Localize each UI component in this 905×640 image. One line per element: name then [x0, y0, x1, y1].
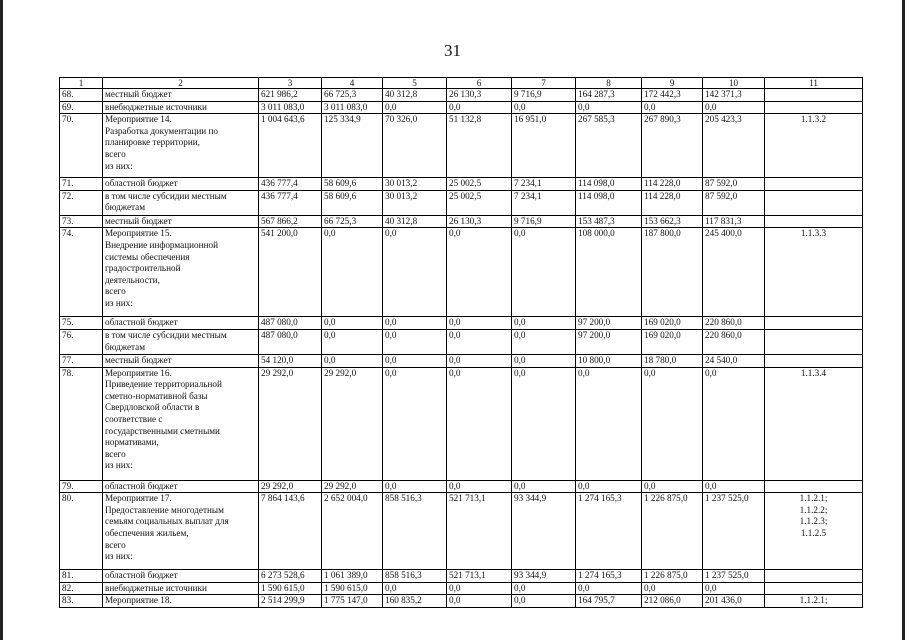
item-description-cell — [103, 354, 259, 367]
table-row — [60, 329, 863, 354]
table-row — [60, 215, 863, 228]
column-header-cell: 10 — [703, 78, 765, 89]
row-number-cell: 81. — [60, 570, 103, 583]
description-line: Разработка документации по — [105, 125, 218, 136]
amount-cell: 187 800,0 — [642, 228, 703, 317]
amount-cell: 6 273 528,6 — [259, 570, 322, 583]
column-header-cell: 7 — [512, 78, 576, 89]
amount-cell: 0,0 — [642, 582, 703, 595]
item-description-cell — [103, 114, 259, 178]
amount-cell: 164 795,7 — [576, 595, 642, 608]
item-description-cell — [103, 480, 259, 493]
amount-cell: 125 334,9 — [322, 114, 383, 178]
description-line: всего — [105, 286, 126, 297]
row-number-cell: 71. — [60, 178, 103, 191]
amount-cell: 29 292,0 — [259, 480, 322, 493]
item-description-cell — [103, 570, 259, 583]
column-header-cell: 4 — [322, 78, 383, 89]
description-line: бюджетам — [105, 341, 146, 352]
description-line: из них: — [105, 551, 133, 562]
amount-cell: 10 800,0 — [576, 354, 642, 367]
amount-cell: 16 951,0 — [512, 114, 576, 178]
amount-cell: 2 514 299,9 — [259, 595, 322, 608]
amount-cell: 1 061 389,0 — [322, 570, 383, 583]
target-code-cell — [765, 178, 863, 191]
target-code-cell — [765, 595, 863, 608]
description-line: местный бюджет — [105, 89, 172, 99]
target-code-line: 1.1.2.1; — [799, 595, 828, 606]
table-row — [60, 570, 863, 583]
target-code-cell — [765, 570, 863, 583]
row-number-cell: 69. — [60, 101, 103, 114]
description-line: областной бюджет — [105, 178, 178, 189]
item-description-cell — [103, 215, 259, 228]
target-code-cell — [765, 89, 863, 102]
row-number-cell: 73. — [60, 215, 103, 228]
amount-cell: 1 237 525,0 — [703, 493, 765, 570]
amount-cell: 164 287,3 — [576, 89, 642, 102]
amount-cell: 0,0 — [447, 329, 512, 354]
amount-cell: 1 274 165,3 — [576, 493, 642, 570]
amount-cell: 0,0 — [703, 101, 765, 114]
description-line: Мероприятие 15. — [105, 228, 172, 239]
amount-cell: 1 237 525,0 — [703, 570, 765, 583]
amount-cell: 29 292,0 — [322, 367, 383, 480]
amount-cell: 0,0 — [512, 480, 576, 493]
column-header-cell: 11 — [765, 78, 863, 89]
amount-cell: 25 002,5 — [447, 178, 512, 191]
description-line: из них: — [105, 297, 133, 308]
amount-cell: 3 011 083,0 — [322, 101, 383, 114]
amount-cell: 0,0 — [383, 228, 447, 317]
amount-cell: 436 777,4 — [259, 190, 322, 215]
description-line: из них: — [105, 160, 133, 171]
amount-cell: 0,0 — [383, 354, 447, 367]
target-code-cell — [765, 215, 863, 228]
amount-cell: 0,0 — [447, 228, 512, 317]
amount-cell: 0,0 — [512, 582, 576, 595]
description-line: обеспечения жильем, — [105, 527, 189, 538]
amount-cell: 26 130,3 — [447, 215, 512, 228]
description-line: нормативами, — [105, 437, 159, 448]
amount-cell: 436 777,4 — [259, 178, 322, 191]
amount-cell: 66 725,3 — [322, 89, 383, 102]
amount-cell: 0,0 — [447, 354, 512, 367]
amount-cell: 93 344,9 — [512, 570, 576, 583]
amount-cell: 97 200,0 — [576, 317, 642, 330]
amount-cell: 3 011 083,0 — [259, 101, 322, 114]
description-line: Мероприятие 14. — [105, 114, 172, 125]
item-description-cell — [103, 367, 259, 480]
description-line: градостроительной — [105, 263, 181, 274]
amount-cell: 29 292,0 — [259, 367, 322, 480]
amount-cell: 114 228,0 — [642, 190, 703, 215]
description-line: Свердловской области в — [105, 402, 200, 413]
amount-cell: 70 326,0 — [383, 114, 447, 178]
amount-cell: 858 516,3 — [383, 570, 447, 583]
table-row — [60, 480, 863, 493]
amount-cell: 153 662,3 — [642, 215, 703, 228]
amount-cell: 0,0 — [642, 101, 703, 114]
amount-cell: 24 540,0 — [703, 354, 765, 367]
amount-cell: 267 890,3 — [642, 114, 703, 178]
amount-cell: 212 086,0 — [642, 595, 703, 608]
row-number-cell: 83. — [60, 595, 103, 608]
table-row — [60, 595, 863, 608]
description-line: Мероприятие 16. — [105, 367, 172, 378]
target-code-line: 1.1.2.3; — [799, 516, 828, 527]
amount-cell: 108 000,0 — [576, 228, 642, 317]
amount-cell: 54 120,0 — [259, 354, 322, 367]
description-line: в том числе субсидии местным — [105, 190, 227, 201]
description-line: областной бюджет — [105, 480, 178, 491]
table-row — [60, 101, 863, 114]
table-row — [60, 178, 863, 191]
amount-cell: 0,0 — [576, 480, 642, 493]
amount-cell: 0,0 — [512, 317, 576, 330]
amount-cell: 25 002,5 — [447, 190, 512, 215]
description-line: местный бюджет — [105, 354, 172, 365]
amount-cell: 1 004 643,6 — [259, 114, 322, 178]
target-code-line: 1.1.2.1; — [799, 493, 828, 504]
amount-cell: 220 860,0 — [703, 317, 765, 330]
amount-cell: 205 423,3 — [703, 114, 765, 178]
row-number-cell: 77. — [60, 354, 103, 367]
amount-cell: 1 775 147,0 — [322, 595, 383, 608]
table-row — [60, 367, 863, 480]
description-line: Приведение территориальной — [105, 379, 222, 390]
amount-cell: 245 400,0 — [703, 228, 765, 317]
amount-cell: 160 835,2 — [383, 595, 447, 608]
amount-cell: 142 371,3 — [703, 89, 765, 102]
item-description-cell — [103, 595, 259, 608]
amount-cell: 1 590 615,0 — [322, 582, 383, 595]
amount-cell: 40 312,8 — [383, 215, 447, 228]
description-line: всего — [105, 148, 126, 159]
amount-cell: 0,0 — [383, 317, 447, 330]
amount-cell: 0,0 — [447, 101, 512, 114]
item-description-cell — [103, 329, 259, 354]
amount-cell: 30 013,2 — [383, 178, 447, 191]
row-number-cell: 68. — [60, 89, 103, 102]
amount-cell: 0,0 — [383, 480, 447, 493]
description-line: местный бюджет — [105, 215, 172, 226]
amount-cell: 0,0 — [383, 101, 447, 114]
amount-cell: 1 274 165,3 — [576, 570, 642, 583]
amount-cell: 487 080,0 — [259, 329, 322, 354]
amount-cell: 30 013,2 — [383, 190, 447, 215]
left-scan-border — [0, 0, 3, 640]
description-line: сметно-нормативной базы — [105, 390, 208, 401]
amount-cell: 0,0 — [703, 480, 765, 493]
amount-cell: 0,0 — [322, 228, 383, 317]
amount-cell: 0,0 — [322, 354, 383, 367]
item-description-cell — [103, 317, 259, 330]
description-line: всего — [105, 448, 126, 459]
amount-cell: 0,0 — [576, 101, 642, 114]
column-header-cell: 8 — [576, 78, 642, 89]
amount-cell: 40 312,8 — [383, 89, 447, 102]
amount-cell: 0,0 — [512, 101, 576, 114]
target-code-line: 1.1.3.2 — [800, 114, 827, 125]
amount-cell: 487 080,0 — [259, 317, 322, 330]
item-description-cell — [103, 493, 259, 570]
amount-cell: 621 986,2 — [259, 89, 322, 102]
item-description-cell — [103, 89, 259, 102]
amount-cell: 0,0 — [447, 480, 512, 493]
target-code-cell — [765, 317, 863, 330]
amount-cell: 66 725,3 — [322, 215, 383, 228]
amount-cell: 26 130,3 — [447, 89, 512, 102]
item-description-cell — [103, 228, 259, 317]
table-row — [60, 354, 863, 367]
amount-cell: 0,0 — [703, 367, 765, 480]
amount-cell: 0,0 — [576, 582, 642, 595]
amount-cell: 267 585,3 — [576, 114, 642, 178]
amount-cell: 9 716,9 — [512, 215, 576, 228]
amount-cell: 9 716,9 — [512, 89, 576, 102]
target-code-line: 1.1.2.2; — [799, 504, 828, 515]
amount-cell: 0,0 — [447, 317, 512, 330]
description-line: Мероприятие 18. — [105, 595, 172, 606]
description-line: Предоставление многодетным — [105, 504, 224, 515]
amount-cell: 0,0 — [576, 367, 642, 480]
amount-cell: 0,0 — [447, 582, 512, 595]
description-line: всего — [105, 539, 126, 550]
target-code-cell — [765, 582, 863, 595]
amount-cell: 0,0 — [322, 329, 383, 354]
amount-cell: 114 098,0 — [576, 178, 642, 191]
amount-cell: 0,0 — [512, 228, 576, 317]
target-code-cell — [765, 101, 863, 114]
row-number-cell: 80. — [60, 493, 103, 570]
page-number: 31 — [444, 41, 461, 60]
amount-cell: 1 226 875,0 — [642, 493, 703, 570]
column-header-cell: 1 — [60, 78, 103, 89]
description-line: системы обеспечения — [105, 251, 190, 262]
column-number-header-row — [60, 78, 863, 89]
column-header-cell: 6 — [447, 78, 512, 89]
amount-cell: 0,0 — [512, 329, 576, 354]
amount-cell: 169 020,0 — [642, 329, 703, 354]
amount-cell: 201 436,0 — [703, 595, 765, 608]
amount-cell: 114 098,0 — [576, 190, 642, 215]
description-line: в том числе субсидии местным — [105, 329, 227, 340]
table-row — [60, 190, 863, 215]
row-number-cell: 70. — [60, 114, 103, 178]
amount-cell: 0,0 — [642, 480, 703, 493]
target-code-cell — [765, 354, 863, 367]
target-code-cell — [765, 228, 863, 317]
amount-cell: 58 609,6 — [322, 178, 383, 191]
table-row — [60, 228, 863, 317]
amount-cell: 153 487,3 — [576, 215, 642, 228]
amount-cell: 0,0 — [512, 354, 576, 367]
amount-cell: 521 713,1 — [447, 493, 512, 570]
amount-cell: 220 860,0 — [703, 329, 765, 354]
table-row — [60, 317, 863, 330]
amount-cell: 0,0 — [383, 329, 447, 354]
target-code-cell — [765, 329, 863, 354]
column-header-cell: 5 — [383, 78, 447, 89]
table-row — [60, 114, 863, 178]
description-line: деятельности, — [105, 274, 160, 285]
description-line: планировке территории, — [105, 137, 200, 148]
description-line: Мероприятие 17. — [105, 493, 172, 504]
row-number-cell: 72. — [60, 190, 103, 215]
column-header-cell: 3 — [259, 78, 322, 89]
description-line: областной бюджет — [105, 317, 178, 328]
amount-cell: 0,0 — [447, 367, 512, 480]
description-line: внебюджетные источники — [105, 582, 207, 593]
row-number-cell: 76. — [60, 329, 103, 354]
item-description-cell — [103, 190, 259, 215]
table-row — [60, 582, 863, 595]
description-line: соответствие с — [105, 413, 163, 424]
amount-cell: 87 592,0 — [703, 190, 765, 215]
amount-cell: 58 609,6 — [322, 190, 383, 215]
description-line: из них: — [105, 460, 133, 471]
amount-cell: 0,0 — [512, 367, 576, 480]
amount-cell: 172 442,3 — [642, 89, 703, 102]
target-code-cell — [765, 480, 863, 493]
amount-cell: 0,0 — [512, 595, 576, 608]
column-header-cell: 9 — [642, 78, 703, 89]
description-line: областной бюджет — [105, 570, 178, 581]
target-code-line: 1.1.2.5 — [800, 527, 827, 538]
table-row — [60, 493, 863, 570]
target-code-line: 1.1.3.3 — [800, 228, 827, 239]
target-code-cell — [765, 367, 863, 480]
amount-cell: 7 864 143,6 — [259, 493, 322, 570]
amount-cell: 0,0 — [642, 367, 703, 480]
amount-cell: 0,0 — [703, 582, 765, 595]
target-code-line: 1.1.3.4 — [800, 367, 827, 378]
amount-cell: 521 713,1 — [447, 570, 512, 583]
budget-table — [59, 77, 863, 608]
target-code-cell — [765, 114, 863, 178]
amount-cell: 18 780,0 — [642, 354, 703, 367]
description-line: бюджетам — [105, 202, 146, 213]
description-line: внебюджетные источники — [105, 101, 207, 112]
column-header-cell: 2 — [103, 78, 259, 89]
amount-cell: 93 344,9 — [512, 493, 576, 570]
description-line: государственными сметными — [105, 425, 220, 436]
description-line: семьям социальных выплат для — [105, 516, 229, 527]
row-number-cell: 79. — [60, 480, 103, 493]
amount-cell: 114 228,0 — [642, 178, 703, 191]
amount-cell: 0,0 — [383, 367, 447, 480]
amount-cell: 29 292,0 — [322, 480, 383, 493]
amount-cell: 1 226 875,0 — [642, 570, 703, 583]
item-description-cell — [103, 178, 259, 191]
amount-cell: 7 234,1 — [512, 178, 576, 191]
amount-cell: 169 020,0 — [642, 317, 703, 330]
target-code-cell — [765, 493, 863, 570]
target-code-cell — [765, 190, 863, 215]
row-number-cell: 82. — [60, 582, 103, 595]
amount-cell: 51 132,8 — [447, 114, 512, 178]
description-line: Внедрение информационной — [105, 239, 218, 250]
amount-cell: 2 652 004,0 — [322, 493, 383, 570]
row-number-cell: 78. — [60, 367, 103, 480]
item-description-cell — [103, 582, 259, 595]
amount-cell: 0,0 — [322, 317, 383, 330]
amount-cell: 117 831,3 — [703, 215, 765, 228]
amount-cell: 0,0 — [383, 582, 447, 595]
amount-cell: 1 590 615,0 — [259, 582, 322, 595]
amount-cell: 541 200,0 — [259, 228, 322, 317]
row-number-cell: 75. — [60, 317, 103, 330]
amount-cell: 0,0 — [447, 595, 512, 608]
amount-cell: 97 200,0 — [576, 329, 642, 354]
amount-cell: 567 866,2 — [259, 215, 322, 228]
amount-cell: 7 234,1 — [512, 190, 576, 215]
row-number-cell: 74. — [60, 228, 103, 317]
amount-cell: 858 516,3 — [383, 493, 447, 570]
amount-cell: 87 592,0 — [703, 178, 765, 191]
table-row — [60, 89, 863, 102]
item-description-cell — [103, 101, 259, 114]
